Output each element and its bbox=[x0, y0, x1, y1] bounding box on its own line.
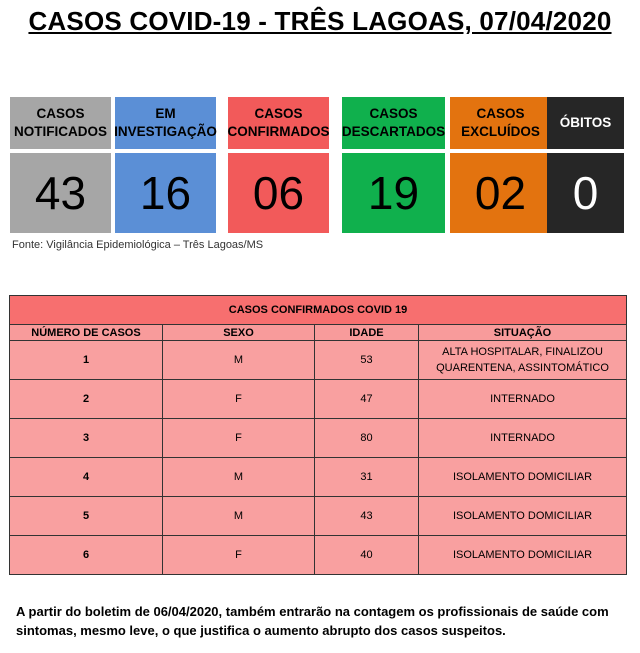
stat-excluidos bbox=[450, 97, 551, 233]
source-caption: Fonte: Vigilância Epidemiológica – Três Lagoas/MS bbox=[12, 239, 264, 251]
cell-sexo: M bbox=[163, 458, 315, 497]
cell-situacao: ALTA HOSPITALAR, FINALIZOU QUARENTENA, ASSINTOMÁTICO bbox=[419, 341, 627, 380]
cell-situacao: ISOLAMENTO DOMICILIAR bbox=[419, 497, 627, 536]
stat-label: CASOS EXCLUÍDOS bbox=[450, 97, 551, 149]
stat-value: 16 bbox=[115, 153, 216, 233]
table-title-row bbox=[10, 296, 627, 325]
cell-sexo: M bbox=[163, 341, 315, 380]
cell-idade: 47 bbox=[315, 380, 419, 419]
cell-numero: 6 bbox=[10, 536, 163, 575]
cell-situacao: ISOLAMENTO DOMICILIAR bbox=[419, 458, 627, 497]
cell-idade: 53 bbox=[315, 341, 419, 380]
stat-descartados bbox=[342, 97, 445, 233]
cell-situacao: INTERNADO bbox=[419, 380, 627, 419]
header-idade: IDADE bbox=[315, 325, 419, 341]
cell-sexo: M bbox=[163, 497, 315, 536]
table-header-row bbox=[10, 325, 627, 341]
cell-idade: 43 bbox=[315, 497, 419, 536]
table-title: CASOS CONFIRMADOS COVID 19 bbox=[10, 296, 627, 325]
header-numero: NÚMERO DE CASOS bbox=[10, 325, 163, 341]
stat-value: 06 bbox=[228, 153, 329, 233]
header-situacao: SITUAÇÃO bbox=[419, 325, 627, 341]
cell-idade: 31 bbox=[315, 458, 419, 497]
stat-confirmados bbox=[228, 97, 329, 233]
cell-numero: 2 bbox=[10, 380, 163, 419]
page-title: CASOS COVID-19 - TRÊS LAGOAS, 07/04/2020 bbox=[28, 6, 612, 36]
cell-numero: 5 bbox=[10, 497, 163, 536]
cell-numero: 4 bbox=[10, 458, 163, 497]
table-row bbox=[10, 497, 627, 536]
cell-numero: 1 bbox=[10, 341, 163, 380]
table-row bbox=[10, 341, 627, 380]
header-sexo: SEXO bbox=[163, 325, 315, 341]
stat-label: CASOS NOTIFICADOS bbox=[10, 97, 111, 149]
cell-idade: 40 bbox=[315, 536, 419, 575]
table-row bbox=[10, 458, 627, 497]
cell-sexo: F bbox=[163, 536, 315, 575]
table-row bbox=[10, 380, 627, 419]
stat-label: CASOS DESCARTADOS bbox=[342, 97, 445, 149]
cell-numero: 3 bbox=[10, 419, 163, 458]
stat-obitos bbox=[547, 97, 624, 233]
table-row bbox=[10, 419, 627, 458]
cell-situacao: ISOLAMENTO DOMICILIAR bbox=[419, 536, 627, 575]
footnote: A partir do boletim de 06/04/2020, também entrarão na contagem os profissionais de saúde com sintomas, mesmo leve, o que justifica o aumento abrupto dos casos suspeitos. bbox=[16, 604, 609, 638]
table-row bbox=[10, 536, 627, 575]
stat-label: CASOS CONFIRMADOS bbox=[228, 97, 329, 149]
cell-situacao: INTERNADO bbox=[419, 419, 627, 458]
cell-idade: 80 bbox=[315, 419, 419, 458]
stat-value: 43 bbox=[10, 153, 111, 233]
cell-sexo: F bbox=[163, 419, 315, 458]
stat-value: 19 bbox=[342, 153, 445, 233]
stat-value: 02 bbox=[450, 153, 551, 233]
stat-investigacao bbox=[115, 97, 216, 233]
stat-label: EM INVESTIGAÇÃO bbox=[115, 97, 216, 149]
stat-notificados bbox=[10, 97, 111, 233]
stat-label: ÓBITOS bbox=[547, 97, 624, 149]
stat-value: 0 bbox=[547, 153, 624, 233]
confirmed-cases-table bbox=[9, 295, 627, 575]
cell-sexo: F bbox=[163, 380, 315, 419]
stats-panel bbox=[10, 97, 624, 233]
